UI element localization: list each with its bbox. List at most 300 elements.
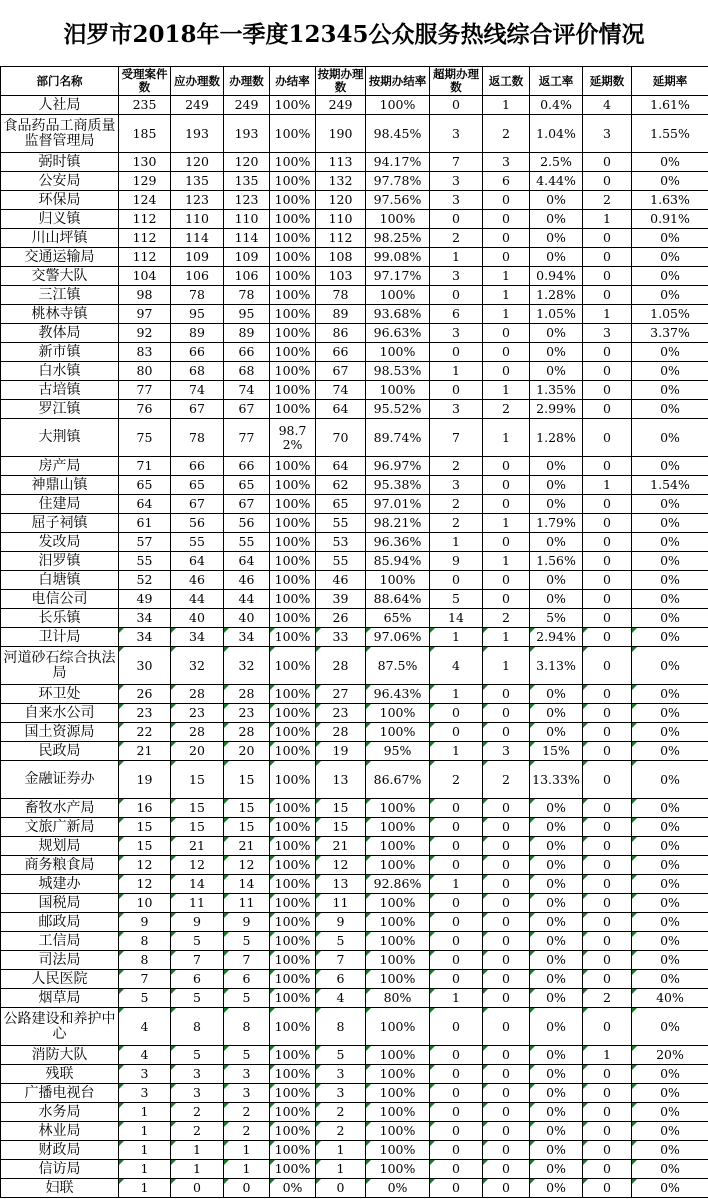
table-row <box>1 172 708 191</box>
department-name-cell: 信访局 <box>1 1160 119 1179</box>
table-cell: 0% <box>632 533 708 552</box>
table-cell: 0.94% <box>530 267 583 286</box>
table-cell: 100% <box>270 818 316 837</box>
table-cell: 0 <box>483 495 530 514</box>
department-name-cell: 消防大队 <box>1 1046 119 1065</box>
table-cell: 100% <box>366 1103 430 1122</box>
table-cell: 0% <box>632 628 708 647</box>
department-name-cell: 屈子祠镇 <box>1 514 119 533</box>
table-cell: 78 <box>224 286 270 305</box>
department-name-cell: 古培镇 <box>1 381 119 400</box>
table-cell: 0% <box>530 799 583 818</box>
table-cell: 4 <box>430 647 483 685</box>
table-cell: 0 <box>583 267 632 286</box>
table-cell: 0 <box>583 248 632 267</box>
table-cell: 0% <box>530 191 583 210</box>
table-cell: 97.56% <box>366 191 430 210</box>
table-cell: 0% <box>530 894 583 913</box>
table-cell: 9 <box>119 913 171 932</box>
table-cell: 0% <box>632 1122 708 1141</box>
table-row <box>1 115 708 153</box>
table-cell: 28 <box>316 647 366 685</box>
table-cell: 13 <box>316 875 366 894</box>
table-cell: 28 <box>224 685 270 704</box>
table-row <box>1 685 708 704</box>
table-cell: 0 <box>583 856 632 875</box>
table-cell: 34 <box>171 628 224 647</box>
table-cell: 1.55% <box>632 115 708 153</box>
table-cell: 15% <box>530 742 583 761</box>
table-cell: 65 <box>224 476 270 495</box>
table-cell: 75 <box>119 419 171 457</box>
table-cell: 94.17% <box>366 153 430 172</box>
table-cell: 0 <box>583 590 632 609</box>
table-cell: 66 <box>316 343 366 362</box>
table-cell: 0% <box>632 153 708 172</box>
table-cell: 89.74% <box>366 419 430 457</box>
table-cell: 1.04% <box>530 115 583 153</box>
table-cell: 100% <box>270 932 316 951</box>
table-cell: 0% <box>632 761 708 799</box>
table-cell: 30 <box>119 647 171 685</box>
table-cell: 0 <box>483 818 530 837</box>
table-cell: 57 <box>119 533 171 552</box>
table-cell: 6 <box>483 172 530 191</box>
table-cell: 95.38% <box>366 476 430 495</box>
table-cell: 1.28% <box>530 286 583 305</box>
table-cell: 0 <box>430 1103 483 1122</box>
table-cell: 0% <box>632 248 708 267</box>
table-cell: 0 <box>430 818 483 837</box>
table-cell: 190 <box>316 115 366 153</box>
table-cell: 2 <box>430 761 483 799</box>
table-cell: 2 <box>316 1122 366 1141</box>
table-cell: 8 <box>316 1008 366 1046</box>
table-cell: 56 <box>224 514 270 533</box>
table-cell: 185 <box>119 115 171 153</box>
table-row <box>1 875 708 894</box>
table-cell: 96.36% <box>366 533 430 552</box>
table-cell: 0 <box>583 362 632 381</box>
table-cell: 0% <box>530 248 583 267</box>
table-cell: 9 <box>316 913 366 932</box>
table-cell: 109 <box>171 248 224 267</box>
table-cell: 120 <box>224 153 270 172</box>
table-cell: 0 <box>483 837 530 856</box>
table-cell: 100% <box>366 381 430 400</box>
table-cell: 0% <box>632 685 708 704</box>
table-cell: 0 <box>430 1084 483 1103</box>
table-cell: 88.64% <box>366 590 430 609</box>
department-name-cell: 司法局 <box>1 951 119 970</box>
table-cell: 100% <box>270 305 316 324</box>
table-cell: 0% <box>530 913 583 932</box>
table-cell: 0 <box>430 571 483 590</box>
table-cell: 3 <box>583 324 632 343</box>
table-cell: 3 <box>430 324 483 343</box>
table-cell: 1.61% <box>632 96 708 115</box>
table-row <box>1 96 708 115</box>
department-name-cell: 国土资源局 <box>1 723 119 742</box>
department-name-cell: 长乐镇 <box>1 609 119 628</box>
evaluation-table <box>0 66 708 1198</box>
header-cell: 按期办理数 <box>317 67 364 94</box>
table-cell: 1 <box>483 96 530 115</box>
table-cell: 0 <box>583 229 632 248</box>
table-row <box>1 514 708 533</box>
table-cell: 135 <box>171 172 224 191</box>
table-cell: 5 <box>430 590 483 609</box>
table-cell: 0% <box>530 533 583 552</box>
table-cell: 32 <box>171 647 224 685</box>
table-cell: 68 <box>171 362 224 381</box>
table-cell: 100% <box>270 951 316 970</box>
table-cell: 100% <box>270 153 316 172</box>
table-cell: 13.33% <box>530 761 583 799</box>
table-cell: 120 <box>316 191 366 210</box>
table-cell: 100% <box>270 1122 316 1141</box>
table-cell: 0% <box>530 1103 583 1122</box>
table-cell: 1 <box>430 742 483 761</box>
table-cell: 15 <box>224 799 270 818</box>
table-cell: 100% <box>366 894 430 913</box>
table-cell: 2 <box>171 1122 224 1141</box>
table-cell: 104 <box>119 267 171 286</box>
table-cell: 100% <box>270 1103 316 1122</box>
table-cell: 16 <box>119 799 171 818</box>
table-cell: 100% <box>270 894 316 913</box>
table-cell: 44 <box>171 590 224 609</box>
table-cell: 34 <box>224 628 270 647</box>
table-cell: 15 <box>119 818 171 837</box>
department-name-cell: 烟草局 <box>1 989 119 1008</box>
table-cell: 100% <box>270 970 316 989</box>
table-cell: 5 <box>171 932 224 951</box>
table-cell: 100% <box>366 1122 430 1141</box>
table-cell: 100% <box>270 799 316 818</box>
table-cell: 0 <box>583 495 632 514</box>
table-cell: 100% <box>270 248 316 267</box>
table-cell: 249 <box>224 96 270 115</box>
table-cell: 0% <box>632 742 708 761</box>
table-cell: 7 <box>430 153 483 172</box>
table-cell: 0% <box>270 1179 316 1198</box>
table-cell: 0% <box>530 818 583 837</box>
department-name-cell: 环保局 <box>1 191 119 210</box>
table-row <box>1 1122 708 1141</box>
table-cell: 100% <box>270 1160 316 1179</box>
table-cell: 100% <box>270 172 316 191</box>
table-cell: 100% <box>270 761 316 799</box>
header-cell: 按期办结率 <box>366 67 430 96</box>
table-cell: 0 <box>483 1122 530 1141</box>
department-name-cell: 新市镇 <box>1 343 119 362</box>
table-cell: 1 <box>119 1141 171 1160</box>
table-row <box>1 590 708 609</box>
table-cell: 0 <box>483 210 530 229</box>
table-cell: 0 <box>583 723 632 742</box>
table-cell: 0% <box>530 1008 583 1046</box>
table-cell: 8 <box>119 951 171 970</box>
department-name-cell: 神鼎山镇 <box>1 476 119 495</box>
table-cell: 28 <box>171 685 224 704</box>
table-cell: 3 <box>171 1065 224 1084</box>
table-cell: 98.72% <box>270 419 316 457</box>
department-name-cell: 商务粮食局 <box>1 856 119 875</box>
table-cell: 1 <box>316 1141 366 1160</box>
table-cell: 0 <box>583 894 632 913</box>
table-cell: 106 <box>224 267 270 286</box>
table-row <box>1 970 708 989</box>
table-cell: 97.01% <box>366 495 430 514</box>
table-cell: 0 <box>430 837 483 856</box>
table-cell: 0 <box>430 1065 483 1084</box>
table-row <box>1 552 708 571</box>
table-row <box>1 818 708 837</box>
table-cell: 100% <box>366 818 430 837</box>
table-cell: 2.94% <box>530 628 583 647</box>
sheet-title: 汨罗市2018年一季度12345公众服务热线综合评价情况 <box>63 21 645 48</box>
table-cell: 0 <box>583 1008 632 1046</box>
table-cell: 39 <box>316 590 366 609</box>
table-cell: 1 <box>583 1046 632 1065</box>
table-cell: 0 <box>483 970 530 989</box>
table-cell: 14 <box>224 875 270 894</box>
table-cell: 0% <box>632 457 708 476</box>
table-cell: 21 <box>171 837 224 856</box>
table-cell: 120 <box>171 153 224 172</box>
table-cell: 0% <box>632 951 708 970</box>
table-cell: 1 <box>483 305 530 324</box>
table-cell: 4 <box>583 96 632 115</box>
table-cell: 100% <box>270 476 316 495</box>
table-cell: 0% <box>632 267 708 286</box>
department-name-cell: 归义镇 <box>1 210 119 229</box>
table-cell: 2 <box>430 495 483 514</box>
table-cell: 0% <box>632 1160 708 1179</box>
table-cell: 0 <box>430 343 483 362</box>
table-cell: 0 <box>430 1179 483 1198</box>
table-cell: 1 <box>119 1160 171 1179</box>
table-cell: 0 <box>483 1160 530 1179</box>
table-cell: 0% <box>530 1084 583 1103</box>
table-cell: 100% <box>366 970 430 989</box>
table-cell: 0% <box>530 457 583 476</box>
table-cell: 5 <box>224 989 270 1008</box>
table-cell: 65 <box>119 476 171 495</box>
header-cell: 延期率 <box>632 67 708 96</box>
department-name-cell: 自来水公司 <box>1 704 119 723</box>
table-cell: 0 <box>483 324 530 343</box>
table-cell: 0% <box>632 1103 708 1122</box>
table-cell: 0 <box>583 514 632 533</box>
table-cell: 100% <box>270 571 316 590</box>
department-name-cell: 电信公司 <box>1 590 119 609</box>
table-cell: 6 <box>316 970 366 989</box>
table-cell: 20 <box>171 742 224 761</box>
table-cell: 33 <box>316 628 366 647</box>
table-cell: 98.53% <box>366 362 430 381</box>
table-cell: 11 <box>316 894 366 913</box>
table-cell: 98.25% <box>366 229 430 248</box>
table-cell: 0 <box>483 343 530 362</box>
table-cell: 3 <box>119 1065 171 1084</box>
table-cell: 62 <box>316 476 366 495</box>
table-cell: 0% <box>530 343 583 362</box>
table-cell: 100% <box>270 343 316 362</box>
table-cell: 11 <box>224 894 270 913</box>
table-cell: 0 <box>483 723 530 742</box>
table-cell: 0 <box>483 590 530 609</box>
table-cell: 0 <box>583 609 632 628</box>
table-cell: 2 <box>483 115 530 153</box>
header-cell: 返工率 <box>530 67 583 96</box>
table-cell: 83 <box>119 343 171 362</box>
table-cell: 1 <box>430 628 483 647</box>
table-cell: 2.99% <box>530 400 583 419</box>
table-cell: 100% <box>270 1084 316 1103</box>
table-cell: 9 <box>224 913 270 932</box>
table-cell: 0% <box>632 913 708 932</box>
table-cell: 40% <box>632 989 708 1008</box>
table-cell: 0% <box>632 704 708 723</box>
table-cell: 12 <box>316 856 366 875</box>
table-cell: 28 <box>171 723 224 742</box>
header-cell: 部门名称 <box>1 67 119 96</box>
table-cell: 32 <box>224 647 270 685</box>
table-cell: 0% <box>530 723 583 742</box>
table-cell: 64 <box>171 552 224 571</box>
department-name-cell: 工信局 <box>1 932 119 951</box>
table-cell: 0% <box>632 799 708 818</box>
table-cell: 0 <box>583 381 632 400</box>
department-name-cell: 桃林寺镇 <box>1 305 119 324</box>
table-row <box>1 267 708 286</box>
table-cell: 100% <box>270 267 316 286</box>
table-cell: 3 <box>316 1084 366 1103</box>
table-cell: 28 <box>316 723 366 742</box>
table-cell: 27 <box>316 685 366 704</box>
table-cell: 100% <box>270 1141 316 1160</box>
table-cell: 0% <box>632 552 708 571</box>
table-cell: 67 <box>171 495 224 514</box>
table-cell: 100% <box>270 1065 316 1084</box>
table-cell: 0 <box>483 248 530 267</box>
table-cell: 100% <box>270 913 316 932</box>
table-cell: 2 <box>430 457 483 476</box>
table-cell: 12 <box>224 856 270 875</box>
table-row <box>1 647 708 685</box>
department-name-cell: 卫计局 <box>1 628 119 647</box>
table-cell: 0% <box>632 1141 708 1160</box>
table-row <box>1 742 708 761</box>
table-cell: 66 <box>171 343 224 362</box>
table-cell: 56 <box>171 514 224 533</box>
table-cell: 97.17% <box>366 267 430 286</box>
table-row <box>1 1046 708 1065</box>
table-cell: 3 <box>171 1084 224 1103</box>
table-cell: 100% <box>270 609 316 628</box>
table-cell: 100% <box>366 1008 430 1046</box>
table-cell: 0% <box>632 400 708 419</box>
table-cell: 100% <box>366 1084 430 1103</box>
table-cell: 110 <box>171 210 224 229</box>
table-cell: 95 <box>171 305 224 324</box>
table-cell: 92 <box>119 324 171 343</box>
table-cell: 76 <box>119 400 171 419</box>
table-cell: 132 <box>316 172 366 191</box>
table-row <box>1 229 708 248</box>
table-cell: 0% <box>530 229 583 248</box>
table-cell: 0.4% <box>530 96 583 115</box>
table-cell: 0% <box>632 1084 708 1103</box>
department-name-cell: 财政局 <box>1 1141 119 1160</box>
table-cell: 100% <box>270 875 316 894</box>
table-cell: 0 <box>483 875 530 894</box>
table-cell: 0% <box>632 495 708 514</box>
table-cell: 87.5% <box>366 647 430 685</box>
table-cell: 89 <box>224 324 270 343</box>
table-cell: 3 <box>224 1084 270 1103</box>
table-cell: 78 <box>171 286 224 305</box>
table-cell: 46 <box>316 571 366 590</box>
table-cell: 15 <box>224 818 270 837</box>
table-cell: 1 <box>583 476 632 495</box>
table-cell: 0 <box>430 1141 483 1160</box>
table-cell: 114 <box>171 229 224 248</box>
table-cell: 0 <box>483 856 530 875</box>
department-name-cell: 交警大队 <box>1 267 119 286</box>
table-cell: 4 <box>316 989 366 1008</box>
table-cell: 0 <box>483 894 530 913</box>
table-cell: 52 <box>119 571 171 590</box>
table-cell: 100% <box>270 742 316 761</box>
header-cell: 延期数 <box>583 67 632 96</box>
table-cell: 2 <box>224 1122 270 1141</box>
table-cell: 100% <box>366 1065 430 1084</box>
table-cell: 100% <box>270 837 316 856</box>
table-cell: 1.28% <box>530 419 583 457</box>
table-cell: 0% <box>632 514 708 533</box>
department-name-cell: 三江镇 <box>1 286 119 305</box>
table-cell: 0 <box>483 704 530 723</box>
table-cell: 0 <box>583 1160 632 1179</box>
table-cell: 1 <box>483 419 530 457</box>
table-row <box>1 305 708 324</box>
table-cell: 0% <box>530 856 583 875</box>
table-cell: 0 <box>483 229 530 248</box>
department-name-cell: 邮政局 <box>1 913 119 932</box>
department-name-cell: 白塘镇 <box>1 571 119 590</box>
table-cell: 3 <box>483 742 530 761</box>
table-cell: 80 <box>119 362 171 381</box>
table-cell: 67 <box>316 362 366 381</box>
department-name-cell: 水务局 <box>1 1103 119 1122</box>
table-cell: 0 <box>430 723 483 742</box>
table-cell: 2 <box>483 761 530 799</box>
table-cell: 0% <box>530 1179 583 1198</box>
table-cell: 2 <box>483 400 530 419</box>
table-cell: 3 <box>483 153 530 172</box>
table-cell: 100% <box>366 704 430 723</box>
department-name-cell: 罗江镇 <box>1 400 119 419</box>
table-cell: 0 <box>430 1160 483 1179</box>
table-cell: 97 <box>119 305 171 324</box>
table-cell: 0 <box>483 571 530 590</box>
table-row <box>1 1065 708 1084</box>
department-name-cell: 人社局 <box>1 96 119 115</box>
table-row <box>1 210 708 229</box>
